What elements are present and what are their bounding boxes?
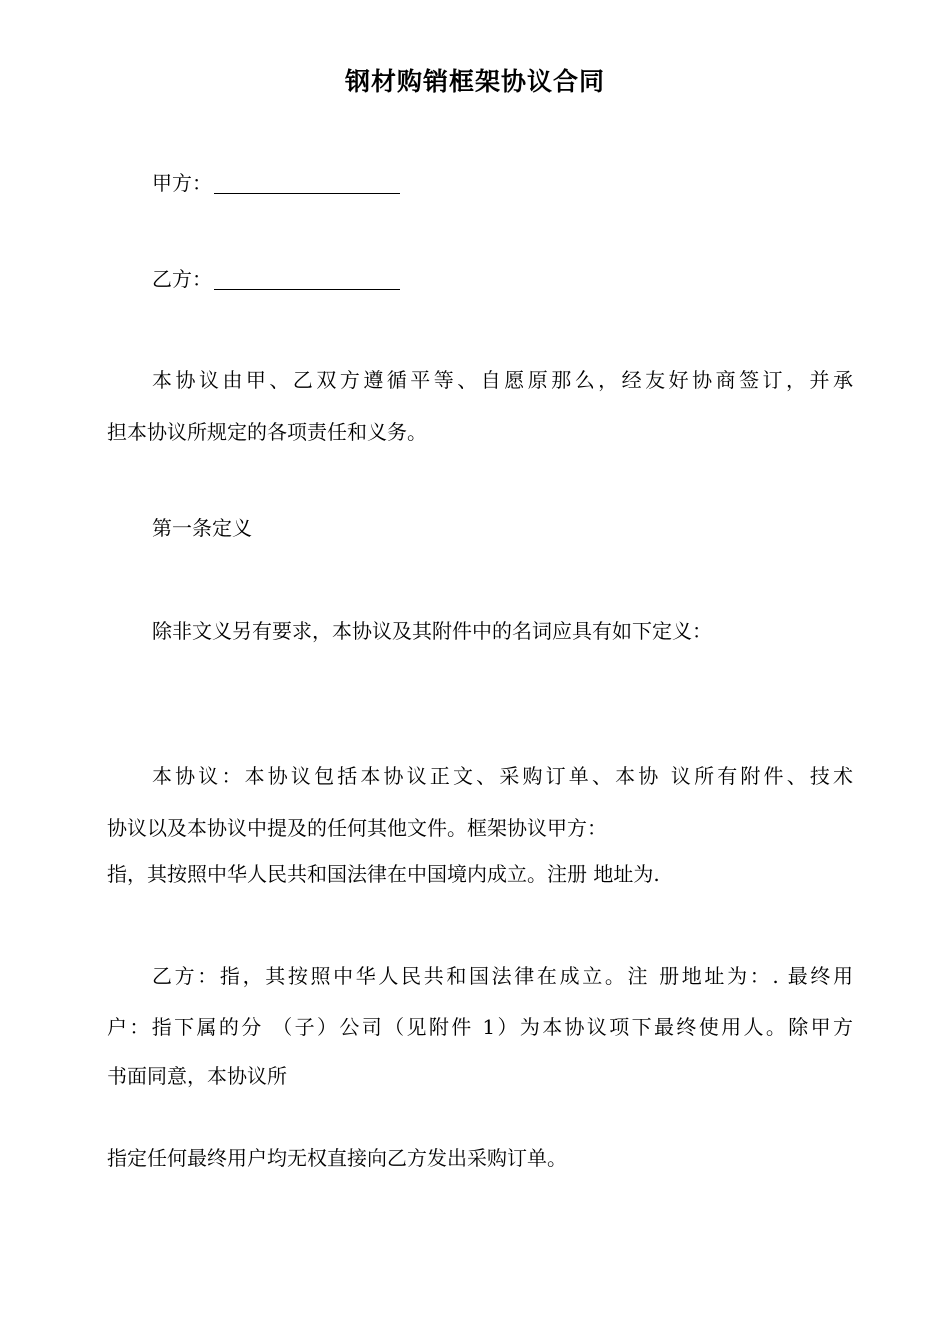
definition-agreement-line-1: 本协议：本协议包括本协议正文、采购订单、本协 议所有附件、技术 — [152, 764, 853, 788]
party-a-blank — [214, 173, 400, 194]
party-b-line — [152, 265, 853, 293]
definition-party-b-line-1: 乙方：指，其按照中华人民共和国法律在成立。注 册地址为：. 最终用 — [152, 964, 853, 988]
definition-intro: 除非文义另有要求，本协议及其附件中的名词应具有如下定义： — [152, 619, 712, 643]
party-a-label: 甲方： — [152, 171, 212, 195]
definition-agreement-line-3: 指，其按照中华人民共和国法律在中国境内成立。注册 地址为. — [107, 862, 660, 886]
article-1-heading: 第一条定义 — [152, 516, 252, 540]
party-b-blank — [214, 269, 400, 290]
party-b-label: 乙方： — [152, 267, 212, 291]
final-line: 指定任何最终用户均无权直接向乙方发出采购订单。 — [107, 1146, 567, 1170]
document-title: 钢材购销框架协议合同 — [344, 67, 605, 96]
intro-line-1: 本协议由甲、乙双方遵循平等、自愿原那么，经友好协商签订，并承 — [152, 368, 853, 392]
intro-line-2: 担本协议所规定的各项责任和义务。 — [107, 420, 427, 444]
definition-party-b-line-3: 书面同意，本协议所 — [107, 1064, 287, 1088]
party-a-line — [152, 169, 853, 197]
definition-party-b-line-2: 户：指下属的分 （子）公司（见附件 1）为本协议项下最终使用人。除甲方 — [107, 1015, 853, 1039]
definition-agreement-line-2: 协议以及本协议中提及的任何其他文件。框架协议甲方： — [107, 816, 607, 840]
